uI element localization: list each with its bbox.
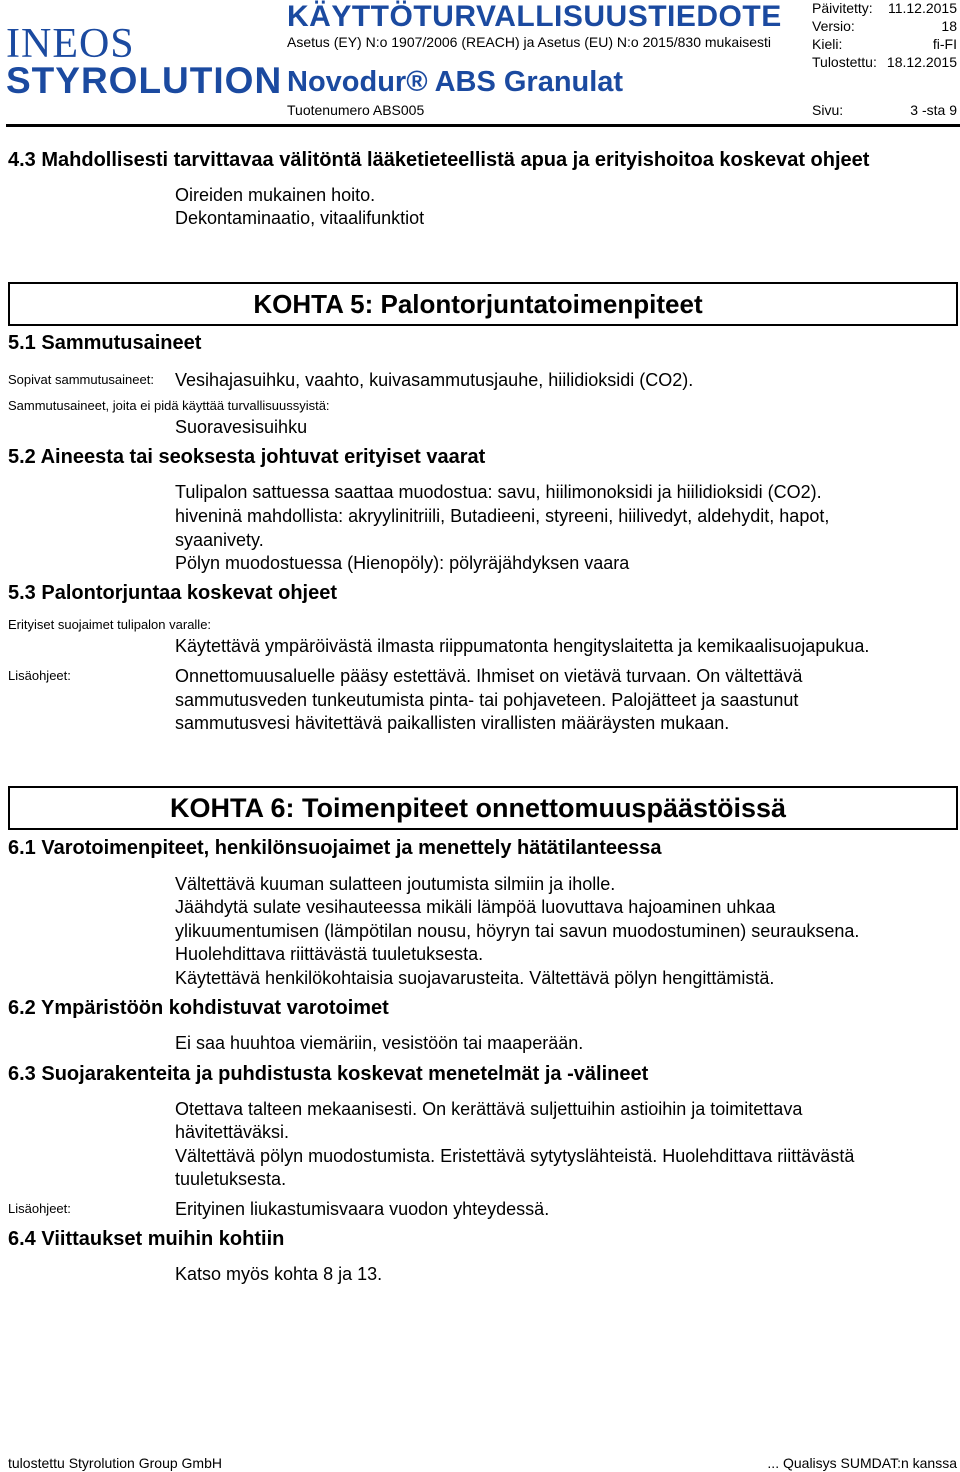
heading-5-1: 5.1 Sammutusaineet xyxy=(8,332,202,354)
styrolution-logo: STYROLUTION xyxy=(6,60,283,101)
heading-6-1: 6.1 Varotoimenpiteet, henkilönsuojaimet ja menettely hätätilanteessa xyxy=(8,837,662,859)
text-5-2-line: Pölyn muodostuessa (Hienopöly): pölyräjähdyksen vaara xyxy=(175,553,630,573)
section-5-title-text: KOHTA 5: Palontorjuntatoimenpiteet xyxy=(253,288,703,319)
meta-value-version: 18 xyxy=(941,18,957,34)
heading-6-4: 6.4 Viittaukset muihin kohtiin xyxy=(8,1228,285,1250)
page-label: Sivu: xyxy=(812,102,844,118)
text-5-2-line: Tulipalon sattuessa saattaa muodostua: savu, hiilimonoksidi ja hiilidioksidi (CO2). xyxy=(175,482,822,502)
meta-value-language: fi-FI xyxy=(932,36,957,52)
text-4-3-line2: Dekontaminaatio, vitaalifunktiot xyxy=(175,208,425,228)
section-6-title xyxy=(8,786,958,830)
page-number: 3 -sta 9 xyxy=(910,102,957,118)
text-additional-5-3-line: Onnettomuusaluelle pääsy estettävä. Ihmiset on vietävä turvaan. On vältettävä xyxy=(175,666,803,686)
footer-generator: ... Qualisys SUMDAT:n kanssa xyxy=(767,1455,957,1471)
text-protective-equipment: Käytettävä ympäröivästä ilmasta riippumatonta hengityslaitetta ja kemikaalisuojapukua. xyxy=(175,636,870,656)
text-6-2: Ei saa huuhtoa viemäriin, vesistöön tai maaperään. xyxy=(175,1033,584,1053)
text-6-4: Katso myös kohta 8 ja 13. xyxy=(175,1264,383,1284)
text-6-1-line: ylikuumentumisen (lämpötilan nousu, höyryn tai savun muodostuminen) seurauksena. xyxy=(175,921,860,941)
section-6-title-text: KOHTA 6: Toimenpiteet onnettomuuspäästöissä xyxy=(169,792,787,823)
text-6-3-line: Otettava talteen mekaanisesti. On kerättävä suljettuihin astioihin ja toimitettava xyxy=(175,1099,803,1119)
text-unsuitable-agents: Suoravesisuihku xyxy=(175,417,308,437)
label-suitable-agents: Sopivat sammutusaineet: xyxy=(8,372,154,387)
text-4-3-line1: Oireiden mukainen hoito. xyxy=(175,185,376,205)
product-name: Novodur® ABS Granulat xyxy=(287,66,624,98)
heading-6-3: 6.3 Suojarakenteita ja puhdistusta koskevat menetelmät ja -välineet xyxy=(8,1063,649,1085)
meta-label-printed: Tulostettu: xyxy=(812,54,877,70)
text-6-3-line: tuuletuksesta. xyxy=(175,1169,287,1189)
label-additional-6-3: Lisäohjeet: xyxy=(8,1201,71,1216)
text-6-1-line: Käytettävä henkilökohtaisia suojavarusteita. Vältettävä pölyn hengittämistä. xyxy=(175,968,775,988)
meta-value-updated: 11.12.2015 xyxy=(887,0,957,16)
text-additional-5-3-line: sammutusveden tunkeutumista pinta- tai pohjaveteen. Palojätteet ja saastunut xyxy=(175,690,799,710)
label-additional-5-3: Lisäohjeet: xyxy=(8,668,71,683)
text-5-2-line: syaanivety. xyxy=(175,530,264,550)
header-divider xyxy=(6,124,960,127)
meta-label-updated: Päivitetty: xyxy=(812,0,873,16)
text-additional-5-3-line: sammutusvesi hävitettävä paikallisten virallisten määräysten mukaan. xyxy=(175,713,730,733)
text-5-2-line: hiveninä mahdollista: akryylinitriili, Butadieeni, styreeni, hiilivedyt, aldehydit, hapot, xyxy=(175,506,830,526)
heading-5-3: 5.3 Palontorjuntaa koskevat ohjeet xyxy=(8,582,337,604)
product-number: Tuotenumero ABS005 xyxy=(287,102,425,118)
text-6-1-line: Vältettävä kuuman sulatteen joutumista silmiin ja iholle. xyxy=(175,874,616,894)
text-6-3-line: hävitettäväksi. xyxy=(175,1122,290,1142)
meta-value-printed: 18.12.2015 xyxy=(886,54,957,70)
label-unsuitable-agents: Sammutusaineet, joita ei pidä käyttää turvallisuussyistä: xyxy=(8,398,330,413)
heading-5-2: 5.2 Aineesta tai seoksesta johtuvat erityiset vaarat xyxy=(8,446,486,468)
heading-6-2: 6.2 Ympäristöön kohdistuvat varotoimet xyxy=(8,997,389,1019)
text-additional-6-3: Erityinen liukastumisvaara vuodon yhteydessä. xyxy=(175,1199,550,1219)
document-title: KÄYTTÖTURVALLISUUSTIEDOTE xyxy=(287,0,782,33)
section-5-title xyxy=(8,282,958,326)
footer-printed-by: tulostettu Styrolution Group GmbH xyxy=(8,1455,222,1471)
meta-label-version: Versio: xyxy=(812,18,855,34)
text-6-1-line: Huolehdittava riittävästä tuuletuksesta. xyxy=(175,944,484,964)
regulation-line: Asetus (EY) N:o 1907/2006 (REACH) ja Asetus (EU) N:o 2015/830 mukaisesti xyxy=(287,34,771,50)
label-protective-equipment: Erityiset suojaimet tulipalon varalle: xyxy=(8,617,212,632)
meta-label-language: Kieli: xyxy=(812,36,843,52)
text-6-1-line: Jäähdytä sulate vesihauteessa mikäli lämpöä luovuttava hajoaminen uhkaa xyxy=(175,897,776,917)
text-6-3-line: Vältettävä pölyn muodostumista. Eristettävä sytytyslähteistä. Huolehdittava riittävästä xyxy=(175,1146,855,1166)
heading-4-3: 4.3 Mahdollisesti tarvittavaa välitöntä lääketieteellistä apua ja erityishoitoa koskevat ohjeet xyxy=(8,149,870,171)
text-suitable-agents: Vesihajasuihku, vaahto, kuivasammutusjauhe, hiilidioksidi (CO2). xyxy=(175,370,694,390)
ineos-logo: INEOS xyxy=(6,21,135,67)
